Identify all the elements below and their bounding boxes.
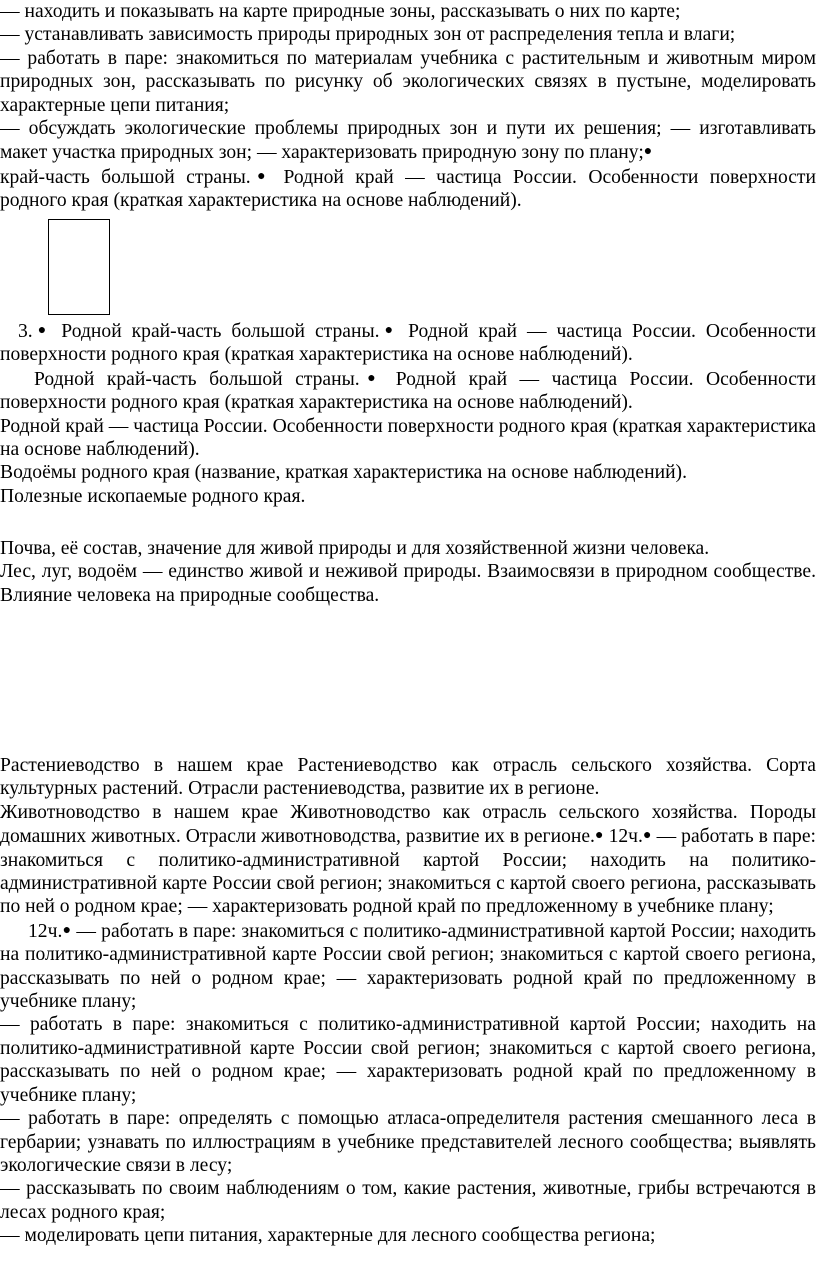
- paragraph-pair-atlas: — работать в паре: определять с помощью атласа-определителя растения смешанного леса в гербарии; узнавать по иллюстрациям в учебнике представителей лесного сообщества; выявлять экологические связи в лесу;: [0, 1108, 816, 1176]
- native-land-text: край-часть большой страны.: [0, 166, 251, 188]
- paragraph-observe: — рассказывать по своим наблюдениям о том, какие растения, животные, грибы встречаются в лесах родного края;: [0, 1178, 816, 1223]
- section-3-paragraph-water: Водоёмы родного края (название, краткая характеристика на основе наблюдений).: [0, 462, 687, 484]
- section-3-text-2a: Родной край-часть большой страны.: [34, 368, 360, 390]
- bullet-icon: ●: [250, 168, 273, 184]
- bullet-icon: ●: [359, 370, 384, 386]
- hours-12-text: — работать в паре: знакомиться с политико-административной картой России; находить на политико-административной карте России свой регион; знакомиться с картой своего региона, рассказывать по ней о родном крае; — характеризовать родной край по предложенному в учебнике плану;: [0, 920, 816, 1013]
- bullet-icon: ●: [62, 922, 72, 938]
- section-number: 3.: [18, 321, 33, 342]
- paragraph-zones-dependency: — устанавливать зависимость природы природных зон от распределения тепла и влаги;: [0, 24, 736, 46]
- native-land-russia-text: Родной край — частица России. Особенности поверхности родного края (краткая характеристика на основе наблюдений).: [0, 166, 816, 212]
- animals-hours: 12ч.: [603, 826, 643, 848]
- paragraph-zones-problems-text: — обсуждать экологические проблемы природных зон и пути их решения; — изготавливать макет участка природных зон; — характеризовать природную зону по плану;: [0, 118, 816, 164]
- paragraph-food-chains: — моделировать цепи питания, характерные для лесного сообщества региона;: [0, 1225, 656, 1247]
- bullet-icon: ●: [594, 828, 604, 844]
- nature-block: [0, 537, 816, 607]
- section-3-block: [0, 319, 816, 508]
- section-3-text-1a: Родной край-часть большой страны.: [51, 321, 380, 342]
- bullet-icon: ●: [32, 323, 52, 338]
- bullet-icon: ●: [379, 323, 399, 338]
- agriculture-block: [0, 754, 816, 1248]
- section-3-paragraph-1: [0, 319, 816, 367]
- paragraph-plants: Растениеводство в нашем крае Растениеводство как отрасль сельского хозяйства. Сорта культурных растений. Отрасли растениеводства, развитие их в регионе.: [0, 755, 816, 800]
- paragraph-zones-map: — находить и показывать на карте природные зоны, рассказывать о них по карте;: [0, 1, 681, 22]
- paragraph-zones-pair-work: — работать в паре: знакомиться по материалам учебника с растительным и животным миром природных зон, рассказывать по рисунку об экологических связях в пустыне, моделировать характерные цепи питания;: [0, 47, 816, 116]
- empty-frame: [48, 219, 110, 315]
- paragraph-forest: Лес, луг, водоём — единство живой и неживой природы. Взаимосвязи в природном сообществе. Влияние человека на природные сообщества.: [0, 561, 816, 606]
- paragraph-animals: [0, 801, 816, 919]
- hours-12: 12ч.: [28, 920, 63, 942]
- section-3-paragraph-2: [0, 367, 816, 415]
- paragraph-native-land: [0, 165, 816, 213]
- section-3-paragraph-3: Родной край — частица России. Особенности поверхности родного края (краткая характеристика на основе наблюдений).: [0, 415, 816, 461]
- paragraph-pair-map: — работать в паре: знакомиться с политико-административной картой России; находить на политико-административной карте России свой регион; знакомиться с картой своего региона, рассказывать по ней о родном крае; — характеризовать родной край по предложенному в учебнике плану;: [0, 1014, 816, 1106]
- animals-text-a: Животноводство в нашем крае Животноводство как отрасль сельского хозяйства. Породы домашних животных. Отрасли животноводства, развитие их в регионе.: [0, 801, 816, 848]
- top-text-block: [0, 0, 816, 213]
- paragraph-12h: [0, 919, 816, 1014]
- bullet-icon: ●: [643, 144, 653, 160]
- section-3-paragraph-minerals: Полезные ископаемые родного края.: [0, 485, 306, 507]
- section-3-text-1b: Родной край — частица России. Особенности поверхности родного края (краткая характеристика на основе наблюдений).: [0, 321, 816, 366]
- bullet-icon: ●: [642, 828, 652, 844]
- paragraph-soil: Почва, её состав, значение для живой природы и для хозяйственной жизни человека.: [0, 538, 710, 559]
- animals-text-c: — работать в паре: знакомиться с политико-административной картой России; находить на политико-административной карте России свой регион; знакомиться с картой своего региона, рассказывать по ней о родном крае; — характеризовать родной край по предложенному в учебнике плану;: [0, 826, 816, 918]
- section-3-text-2b: Родной край — частица России. Особенности поверхности родного края (краткая характеристика на основе наблюдений).: [0, 368, 816, 414]
- paragraph-zones-problems: [0, 117, 816, 165]
